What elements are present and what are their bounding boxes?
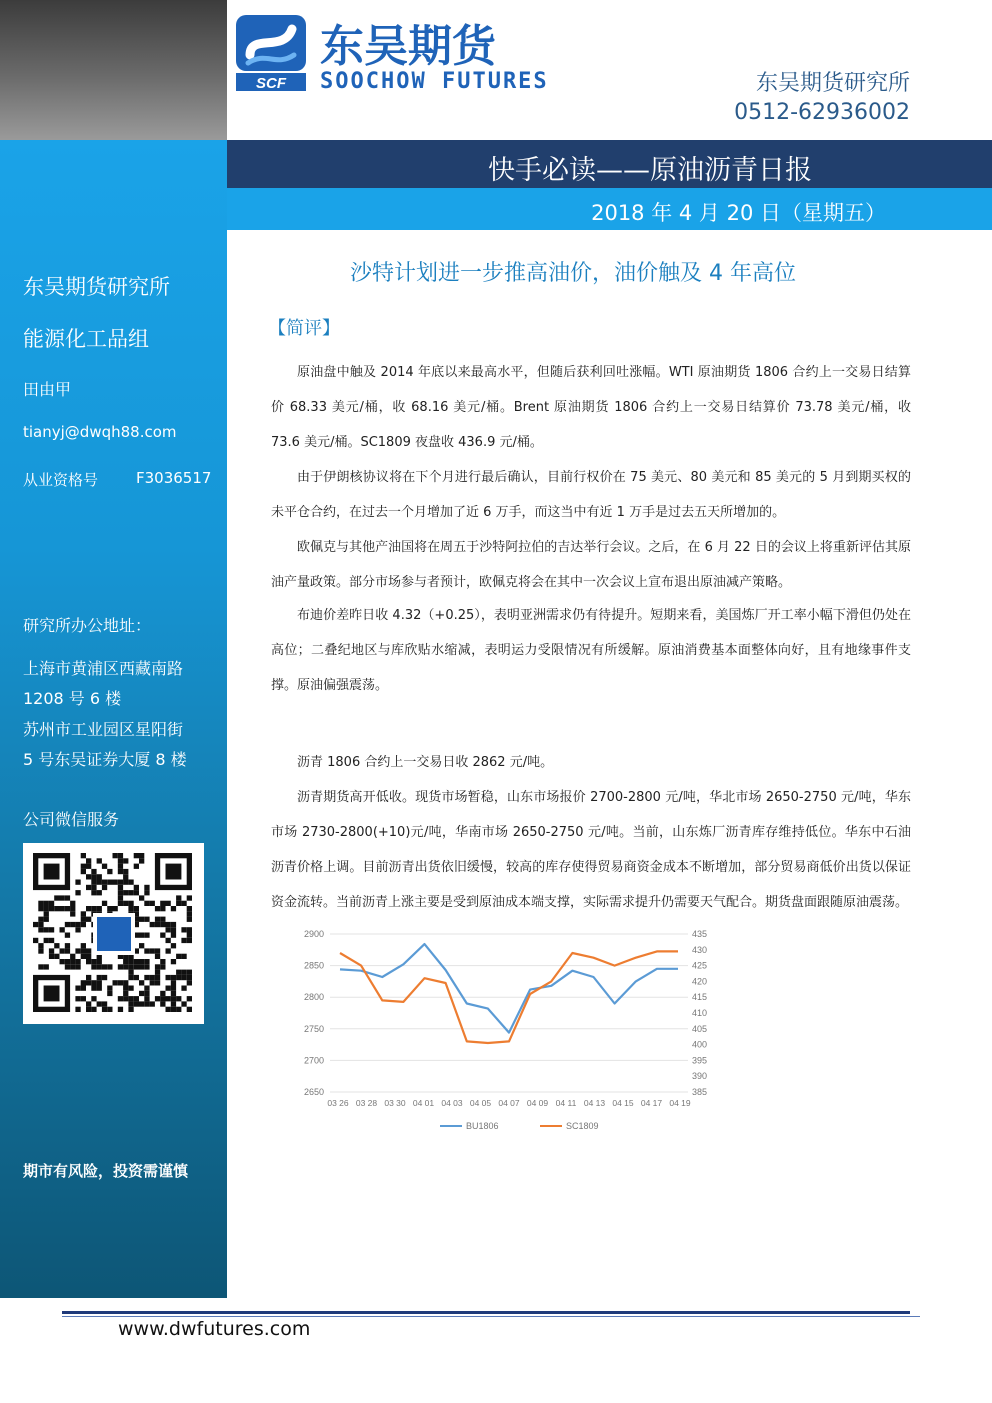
y-tick-label-left: 2900: [303, 929, 324, 939]
y-tick-label-left: 2650: [303, 1087, 324, 1097]
footer-rule: [62, 1311, 910, 1314]
x-tick-label: 04 17: [640, 1098, 663, 1108]
sidebar-top-gray-block: [0, 0, 227, 140]
sidebar-address-line: 上海市黄浦区西藏南路: [23, 659, 184, 678]
paragraph: 布迪价差昨日收 4.32（+0.25），表明亚洲需求仍有待提升。短期来看，美国炼厂开工率小幅下滑但仍处在高位；二叠纪地区与库欣贴水缩减，表明运力受限情况有所缓解。原油消费基本面整体向好，且有地缘事件支撑。原油偏强震荡。: [271, 608, 911, 693]
y-tick-label-right: 430: [692, 944, 708, 955]
sidebar-address-line: 1208 号 6 楼: [23, 689, 122, 708]
y-tick-label-right: 415: [692, 992, 708, 1003]
x-tick-label: 04 07: [498, 1098, 520, 1108]
x-tick-label: 03 26: [327, 1098, 349, 1108]
paragraph: 由于伊朗核协议将在下个月进行最后确认，目前行权价在 75 美元、80 美元和 85 美元的 5 月到期买权的未平仓合约，在过去一个月增加了近 6 万手，而这当中有近 1 万手是过去五天所增加的。: [271, 470, 911, 520]
report-date: 2018 年 4 月 20 日（星期五）: [591, 201, 886, 225]
sidebar-wechat-label: 公司微信服务: [23, 810, 120, 829]
report-title: 快手必读——原油沥青日报: [488, 155, 812, 186]
series-line-bu1806: [340, 944, 678, 1033]
y-tick-label-right: 420: [692, 976, 708, 987]
paragraph: 欧佩克与其他产油国将在周五于沙特阿拉伯的吉达举行会议。之后，在 6 月 22 日的会议上将重新评估其原油产量政策。部分市场参与者预计，欧佩克将会在其中一次会议上宣布退出原油减产策略。: [271, 540, 911, 590]
sidebar-group: 能源化工品组: [23, 327, 149, 351]
paragraph: 沥青 1806 合约上一交易日收 2862 元/吨。: [297, 755, 554, 770]
y-tick-label-left: 2750: [303, 1023, 324, 1034]
price-chart: [290, 920, 730, 1140]
header-institute: 东吴期货研究所: [755, 71, 910, 96]
footer-url[interactable]: www.dwfutures.com: [118, 1318, 311, 1340]
footer-rule-thin: [62, 1316, 920, 1317]
sidebar-license-no: F3036517: [136, 469, 212, 487]
svg-text:SOOCHOW FUTURES: SOOCHOW FUTURES: [320, 69, 549, 94]
y-tick-label-right: 410: [692, 1008, 708, 1018]
y-tick-label-right: 400: [692, 1039, 708, 1050]
x-tick-label: 04 03: [441, 1098, 463, 1108]
sidebar-risk-notice: 期市有风险，投资需谨慎: [23, 1162, 189, 1180]
x-tick-label: 04 11: [555, 1098, 577, 1108]
header-phone: 0512-62936002: [734, 100, 910, 125]
y-tick-label-right: 405: [692, 1023, 708, 1034]
sidebar-address-line: 5 号东吴证券大厦 8 楼: [23, 750, 187, 769]
report-title-band: [227, 140, 992, 188]
svg-text:东吴期货: 东吴期货: [320, 21, 496, 72]
x-tick-label: 03 28: [355, 1098, 378, 1108]
legend-label: BU1806: [466, 1121, 499, 1131]
y-tick-label-left: 2700: [303, 1055, 324, 1066]
y-tick-label-left: 2800: [303, 992, 324, 1003]
sidebar: [0, 140, 227, 1298]
sidebar-license-label: 从业资格号: [23, 471, 99, 489]
x-tick-label: 04 01: [412, 1098, 435, 1108]
wechat-qr-code: [23, 843, 204, 1024]
paragraph: 沥青期货高开低收。现货市场暂稳，山东市场报价 2700-2800 元/吨，华北市场 2650-2750 元/吨，华东市场 2730-2800(+10)元/吨，华南市场 2650-2750 元/吨。当前，山东炼厂沥青库存维持低位。华东中石油沥青价格上调。目前沥青出货依旧缓慢，较高的库存使得贸易商资金成本不断增加，部分贸易商低价出货以保证资金流转。当前沥青上涨主要是受到原油成本端支撑，实际需求提升仍需要天气配合。期货盘面跟随原油震荡。: [271, 790, 911, 910]
sidebar-author: 田由甲: [23, 380, 72, 399]
y-tick-label-right: 425: [692, 960, 708, 971]
company-logo: [236, 15, 566, 95]
x-tick-label: 04 13: [583, 1098, 606, 1108]
y-tick-label-left: 2850: [303, 960, 324, 971]
sidebar-address-label: 研究所办公地址：: [23, 616, 152, 635]
sidebar-email[interactable]: tianyj@dwqh88.com: [23, 423, 177, 441]
svg-text:SCF: SCF: [256, 75, 286, 92]
section-label: 【简评】: [268, 318, 340, 339]
legend-label: SC1809: [566, 1121, 599, 1131]
report-date-band: [227, 188, 992, 230]
y-tick-label-right: 385: [692, 1087, 708, 1097]
y-tick-label-right: 435: [692, 929, 708, 939]
headline: 沙特计划进一步推高油价，油价触及 4 年高位: [350, 261, 796, 286]
y-tick-label-right: 395: [692, 1055, 708, 1066]
x-tick-label: 04 15: [612, 1098, 634, 1108]
x-tick-label: 04 19: [669, 1098, 691, 1108]
paragraph: 原油盘中触及 2014 年底以来最高水平，但随后获利回吐涨幅。WTI 原油期货 1806 合约上一交易日结算价 68.33 美元/桶，收 68.16 美元/桶。Brent 原油期货 1806 合约上一交易日结算价 73.78 美元/桶，收 73.6 美元/桶。SC1809 夜盘收 436.9 元/桶。: [271, 365, 911, 450]
x-tick-label: 04 09: [526, 1098, 549, 1108]
sidebar-address-line: 苏州市工业园区星阳街: [23, 720, 184, 739]
x-tick-label: 04 05: [469, 1098, 492, 1108]
y-tick-label-right: 390: [692, 1071, 708, 1082]
sidebar-institute: 东吴期货研究所: [23, 275, 170, 299]
x-tick-label: 03 30: [384, 1098, 406, 1108]
